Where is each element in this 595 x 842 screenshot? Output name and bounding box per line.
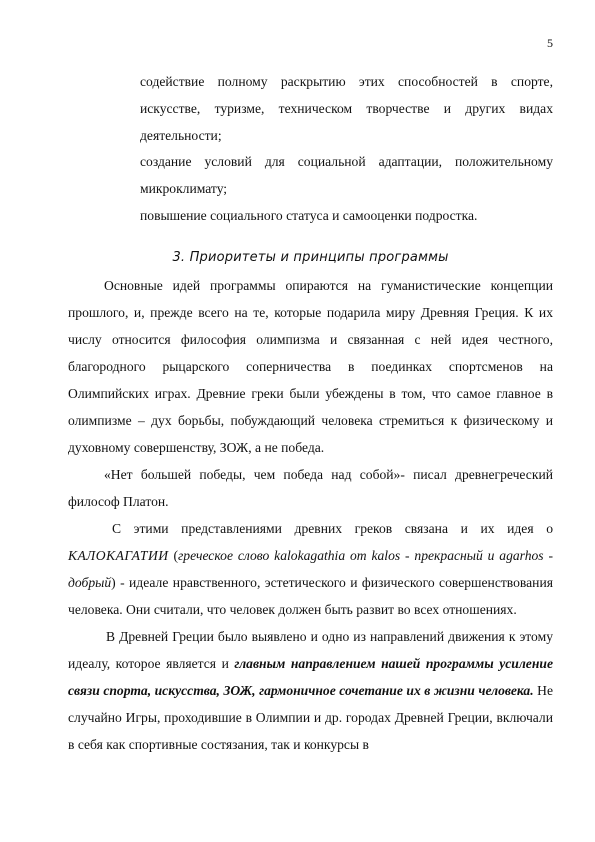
list-item-text: повышение социального статуса и самооценки подростка.	[140, 207, 478, 223]
paragraph-3	[68, 515, 553, 623]
page-number: 5	[547, 36, 553, 50]
kalokagathia-term: КАЛОКАГАТИИ	[68, 547, 169, 563]
page-content	[68, 69, 553, 758]
paragraph-4-text-b: Не случайно Игры, проходившие в Олимпии и др. городах Древней Греции, включали в себя как спортивные состязания, так и конкурсы в	[68, 682, 553, 752]
section-heading: 3. Приоритеты и принципы программы	[172, 249, 449, 265]
paragraph-3-text-c: ) - идеале нравственного, эстетического и физического совершенствования человека. Они считали, что человек должен быть развит во всех отношениях.	[68, 574, 553, 617]
list-item	[68, 149, 553, 203]
paragraph-1: Основные идей программы опираются на гуманистические концепции прошлого, и, прежде всего на те, которые подарила миру Древняя Греция. К их числу относится философия олимпизма и связанная с ней идея честного, благородного рыцарского соперничества в поединках спортсменов на Олимпийских играх. Древние греки были убеждены в том, что самое главное в олимпизме – дух борьбы, побуждающий человека стремиться к физическому и духовному совершенству, ЗОЖ, а не победа.	[68, 277, 553, 455]
paragraph-4-text-a: В Древней Греции было выявлено и одно из направлений движения к этому идеалу, которое является и	[68, 628, 553, 671]
paragraph-4	[68, 623, 553, 758]
greek-etymology: греческое слово kalokagathia от kalos - прекрасный и agarhos - добрый	[68, 547, 553, 590]
program-direction-emphasis: главным направлением нашей программы усиление связи спорта, искусства, ЗОЖ, гармоничное сочетание их в жизни человека.	[68, 655, 553, 698]
list-item	[68, 203, 553, 230]
list-item-text: создание условий для социальной адаптации, положительному микроклимату;	[140, 154, 553, 197]
paragraph-2: «Нет большей победы, чем победа над собой»- писал древнегреческий философ Платон.	[68, 466, 553, 509]
paragraph-3-text-a: С этими представлениями древних греков связана и их идея о	[112, 520, 553, 536]
paragraph-3-text-b: (	[168, 547, 178, 563]
list-continuation: содействие полному раскрытию этих способностей в спорте, искусстве, туризме, техническом творчестве и других видах деятельности;	[140, 74, 553, 143]
